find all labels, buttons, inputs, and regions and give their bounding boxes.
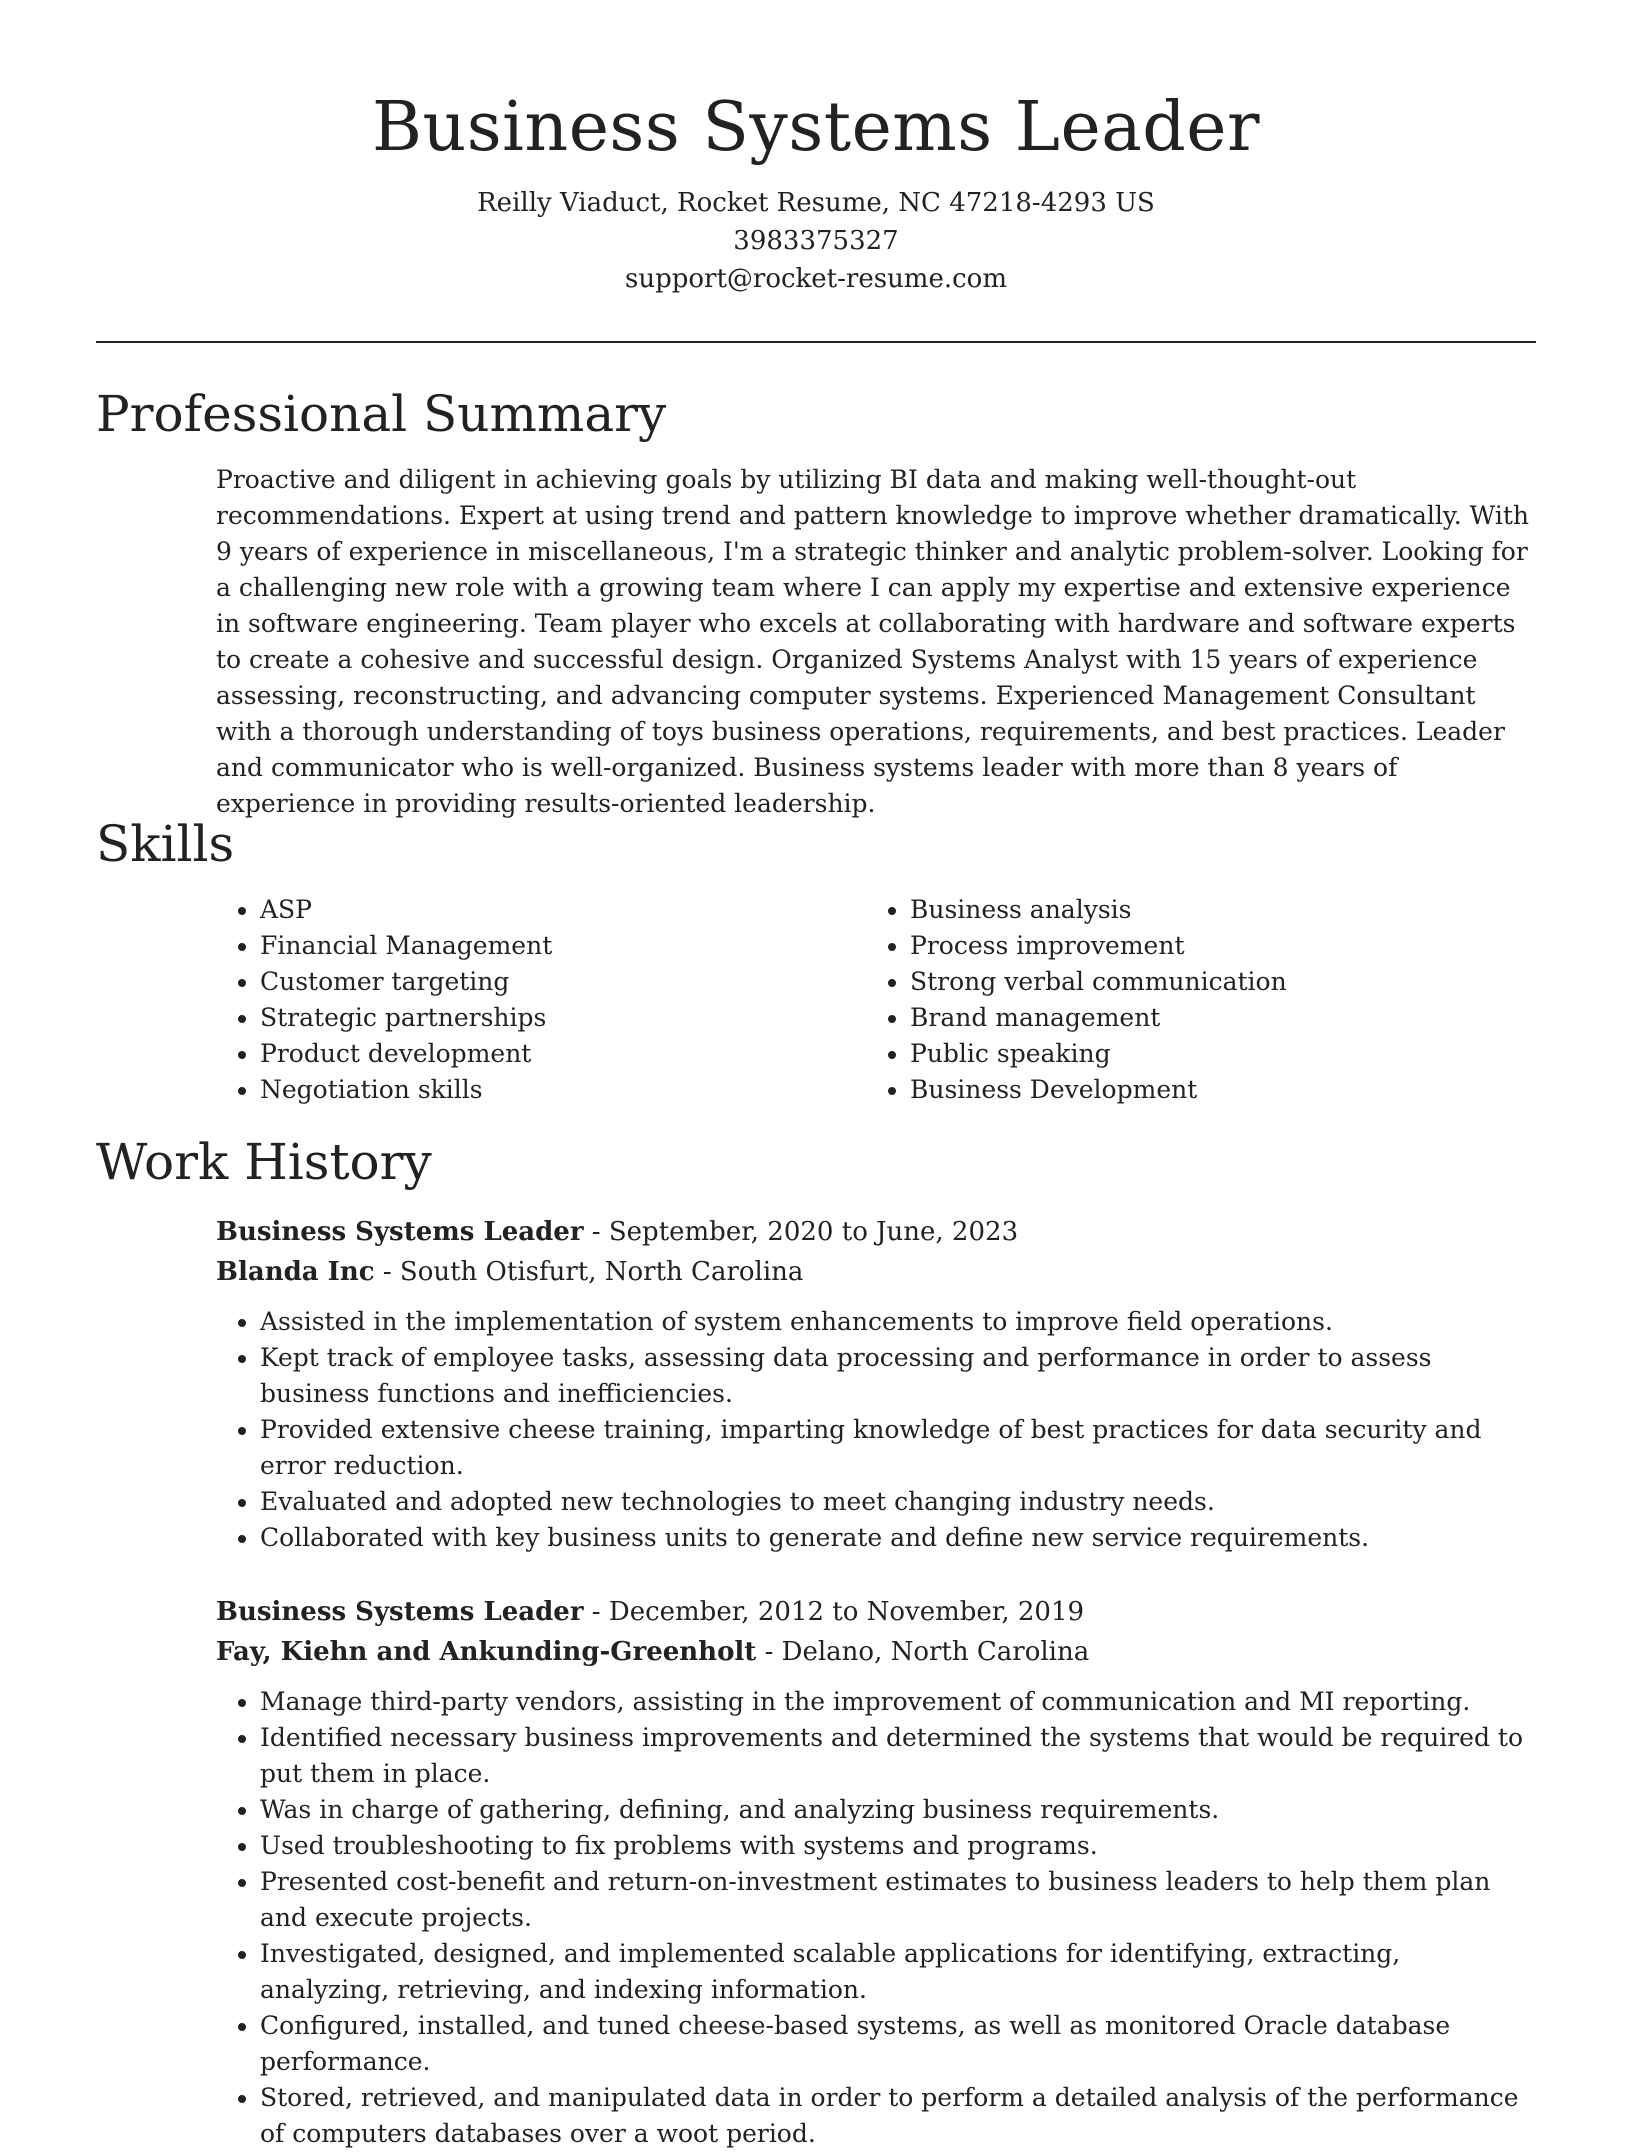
skills-heading: Skills (96, 815, 235, 873)
skill-item: • Business Development (910, 1072, 1516, 1108)
skill-item: • Public speaking (910, 1036, 1516, 1072)
skill-item: • Business analysis (910, 892, 1516, 928)
job-bullet: • Investigated, designed, and implemented scalable applications for identifying, extracting, analyzing, retrieving, and indexing information. (260, 1936, 1536, 2008)
job-bullets (216, 1684, 1536, 2152)
work-history-heading: Work History (96, 1133, 432, 1191)
job-location: - South Otisfurt, North Carolina (374, 1257, 804, 1287)
email-address: support@rocket-resume.com (624, 264, 1007, 294)
contact-block (96, 184, 1536, 298)
skill-item: • Strong verbal communication (910, 964, 1516, 1000)
job-title-line (216, 1592, 1536, 1632)
skill-item: • Strategic partnerships (260, 1000, 866, 1036)
skill-item: • Financial Management (260, 928, 866, 964)
job-title-line (216, 1212, 1536, 1252)
skill-item: • Negotiation skills (260, 1072, 866, 1108)
job-bullet: • Used troubleshooting to fix problems with systems and programs. (260, 1828, 1536, 1864)
job-dates: - December, 2012 to November, 2019 (583, 1597, 1085, 1627)
header-divider (96, 341, 1536, 343)
skill-item: • Brand management (910, 1000, 1516, 1036)
job-bullet: • Presented cost-benefit and return-on-investment estimates to business leaders to help them plan and execute projects. (260, 1864, 1536, 1936)
job-company: Blanda Inc (216, 1257, 375, 1287)
job-dates: - September, 2020 to June, 2023 (583, 1217, 1019, 1247)
job-company-line (216, 1632, 1536, 1672)
job-entry (216, 1592, 1536, 2152)
job-location: - Delano, North Carolina (756, 1637, 1090, 1667)
skills-list (216, 892, 1536, 1108)
candidate-name: Business Systems Leader (371, 88, 1261, 167)
skill-item: • ASP (260, 892, 866, 928)
skill-item: • Process improvement (910, 928, 1516, 964)
job-title: Business Systems Leader (216, 1597, 584, 1627)
phone-number: 3983375327 (733, 226, 899, 256)
job-company: Fay, Kiehn and Ankunding-Greenholt (216, 1637, 757, 1667)
job-title: Business Systems Leader (216, 1217, 584, 1247)
summary-text: Proactive and diligent in achieving goals by utilizing BI data and making well-thought-out recommendations. Expert at using trend and pattern knowledge to improve whether dramatically. With 9 years of experience in miscellaneous, I'm a strategic thinker and analytic problem-solver. Looking for a challenging new role with a growing team where I can apply my expertise and extensive experience in software engineering. Team player who excels at collaborating with hardware and software experts to create a cohesive and successful design. Organized Systems Analyst with 15 years of experience assessing, reconstructing, and advancing computer systems. Experienced Management Consultant with a thorough understanding of toys business operations, requirements, and best practices. Leader and communicator who is well-organized. Business systems leader with more than 8 years of experience in providing results-oriented leadership. (216, 465, 1529, 818)
address: Reilly Viaduct, Rocket Resume, NC 47218-4293 US (477, 188, 1155, 218)
skills-column-1 (216, 892, 866, 1108)
skills-column-2 (866, 892, 1516, 1108)
job-bullet: • Assisted in the implementation of system enhancements to improve field operations. (260, 1304, 1536, 1340)
resume-header (96, 80, 1536, 298)
skill-item: • Customer targeting (260, 964, 866, 1000)
job-bullet: • Configured, installed, and tuned cheese-based systems, as well as monitored Oracle database performance. (260, 2008, 1536, 2080)
job-bullet: • Was in charge of gathering, defining, and analyzing business requirements. (260, 1792, 1536, 1828)
job-bullet: • Stored, retrieved, and manipulated data in order to perform a detailed analysis of the performance of computers databases over a woot period. (260, 2080, 1536, 2152)
summary-heading: Professional Summary (96, 385, 667, 443)
job-entry (216, 1212, 1536, 1556)
job-bullet: • Evaluated and adopted new technologies to meet changing industry needs. (260, 1484, 1536, 1520)
job-bullet: • Provided extensive cheese training, imparting knowledge of best practices for data security and error reduction. (260, 1412, 1536, 1484)
job-bullet: • Identified necessary business improvements and determined the systems that would be required to put them in place. (260, 1720, 1536, 1792)
job-bullets (216, 1304, 1536, 1556)
job-company-line (216, 1252, 1536, 1292)
job-bullet: • Manage third-party vendors, assisting in the improvement of communication and MI reporting. (260, 1684, 1536, 1720)
job-bullet: • Collaborated with key business units to generate and define new service requirements. (260, 1520, 1536, 1556)
job-bullet: • Kept track of employee tasks, assessing data processing and performance in order to assess business functions and inefficiencies. (260, 1340, 1536, 1412)
skill-item: • Product development (260, 1036, 866, 1072)
